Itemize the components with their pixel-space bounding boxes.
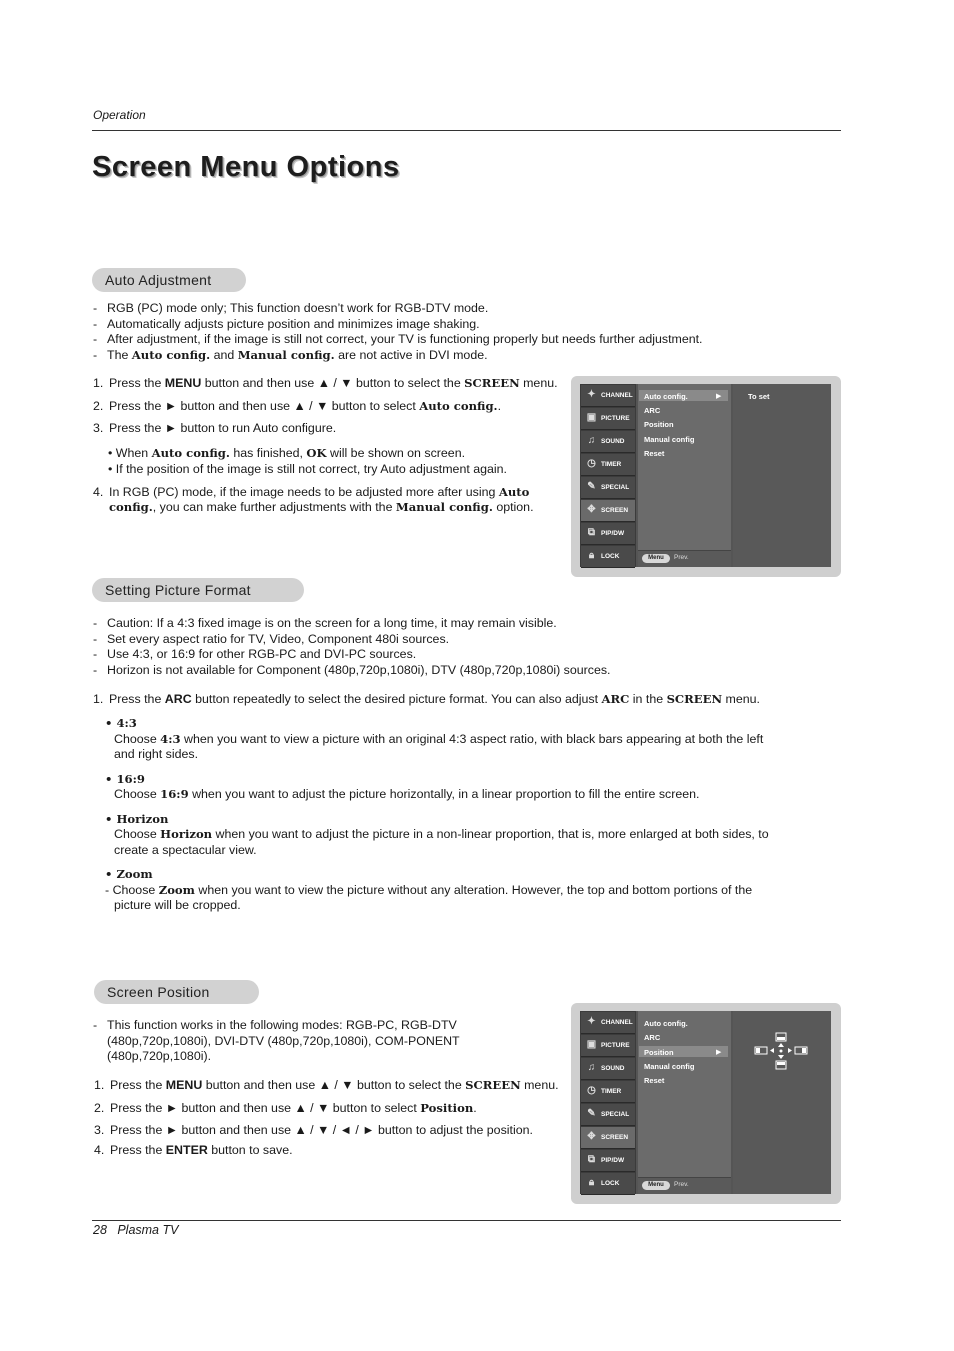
wrench-icon: ✎ <box>587 1108 596 1119</box>
osd-menu-position <box>571 1003 841 1204</box>
position-arrows-icon <box>733 1031 831 1091</box>
format-bullets <box>93 616 793 678</box>
osd-screen <box>580 384 831 567</box>
osd-sidebar-pip: ⧉ PIP/DW <box>581 1150 635 1172</box>
step-1: 1. Press the ARC button repeatedly to select the desired picture format. You can also adjust ARC in the SCREEN menu. <box>93 692 760 706</box>
footer-rule <box>92 1220 841 1221</box>
osd-item-auto-config: Auto config. <box>644 1019 688 1028</box>
right-arrow-icon: ▶ <box>716 1049 722 1056</box>
osd-sidebar <box>580 1011 636 1194</box>
osd-sidebar-screen: ✥ SCREEN <box>581 500 635 522</box>
step-2: 2. Press the ► button and then use ▲ / ▼ button to select Auto config.. <box>93 398 502 413</box>
speaker-icon: ♫ <box>587 1062 596 1073</box>
list-item: - RGB (PC) mode only; This function doesn’t work for RGB-DTV mode. <box>93 301 489 315</box>
osd-menu-auto-config <box>571 376 841 577</box>
osd-right-panel <box>733 1011 831 1194</box>
osd-sidebar-picture: ▣ PICTURE <box>581 1035 635 1057</box>
position-bullet <box>93 1018 548 1065</box>
osd-sidebar-special: ✎ SPECIAL <box>581 477 635 499</box>
osd-sidebar-screen: ✥ SCREEN <box>581 1127 635 1149</box>
right-arrow-icon: ▶ <box>716 393 722 400</box>
osd-sidebar-pip: ⧉ PIP/DW <box>581 523 635 545</box>
osd-item-manual-config: Manual config <box>644 435 695 444</box>
step-3: 3. Press the ► button to run Auto configure. <box>93 421 337 435</box>
page-footer <box>93 1223 178 1237</box>
osd-submenu <box>638 384 731 567</box>
osd-item-auto-config: Auto config. <box>644 392 688 401</box>
speaker-icon: ♫ <box>587 435 596 446</box>
wrench-icon: ✎ <box>587 481 596 492</box>
osd-item-reset: Reset <box>644 1076 665 1085</box>
lock-icon: 🔒︎ <box>588 550 595 561</box>
osd-sidebar-lock: 🔒︎ LOCK <box>581 1173 635 1195</box>
picture-icon: ▣ <box>586 1039 597 1050</box>
option-zoom: • Zoom - Choose Zoom when you want to view the picture without any alteration. However, the top and bottom portions of the picture will be cropped. <box>105 867 753 912</box>
osd-right-panel <box>733 384 831 567</box>
list-item: - This function works in the following modes: RGB-PC, RGB-DTV (480p,720p,1080i), DVI-DTV (480p,720p,1080i), COM-PONENT (480p,720p,1080i). <box>93 1018 460 1063</box>
step-4: 4. Press the ENTER button to save. <box>94 1142 293 1157</box>
osd-sidebar-channel: ✦ CHANNEL <box>581 1012 635 1034</box>
option-16-9: • 16:9 Choose 16:9 when you want to adjust the picture horizontally, in a linear proportion to fill the entire screen. <box>105 771 700 801</box>
lock-icon: 🔒︎ <box>588 1177 595 1188</box>
osd-to-set: To set <box>748 392 770 401</box>
option-4-3: • 4:3 Choose 4:3 when you want to view a picture with an original 4:3 aspect ratio, with black bars appearing at both the left and right sides. <box>105 716 764 761</box>
satellite-icon: ✦ <box>587 389 596 400</box>
osd-item-manual-config: Manual config <box>644 1062 695 1071</box>
osd-menu-button: Menu <box>642 1181 670 1190</box>
osd-sidebar-special: ✎ SPECIAL <box>581 1104 635 1126</box>
osd-item-arc: ARC <box>644 406 661 415</box>
osd-sidebar-channel: ✦ CHANNEL <box>581 385 635 407</box>
osd-prev-label: Prev. <box>674 554 689 561</box>
step-1: 1. Press the MENU button and then use ▲ / ▼ button to select the SCREEN menu. <box>94 1078 559 1092</box>
move-icon: ✥ <box>587 1131 596 1142</box>
header-rule <box>92 130 841 131</box>
list-item: - Automatically adjusts picture position and minimizes image shaking. <box>93 316 480 331</box>
list-item: - The Auto config. and Manual config. are not active in DVI mode. <box>93 347 488 362</box>
osd-footer <box>638 1177 731 1194</box>
format-step-1 <box>93 692 793 708</box>
osd-submenu <box>638 1011 731 1194</box>
format-options <box>105 716 785 914</box>
osd-sidebar-lock: 🔒︎ LOCK <box>581 546 635 568</box>
section-heading-format: Setting Picture Format <box>92 578 304 602</box>
note-2: • If the position of the image is still not correct, try Auto adjustment again. <box>108 462 507 476</box>
osd-sidebar <box>580 384 636 567</box>
auto-steps <box>93 376 563 516</box>
section-header: Operation <box>93 108 146 122</box>
section-heading-auto: Auto Adjustment <box>92 268 246 292</box>
osd-sidebar-timer: ◷ TIMER <box>581 454 635 476</box>
osd-sidebar-timer: ◷ TIMER <box>581 1081 635 1103</box>
option-horizon: • Horizon Choose Horizon when you want to adjust the picture in a non-linear proportion, that is, more enlarged at both sides, to create a spectacular view. <box>105 811 769 857</box>
pip-icon: ⧉ <box>587 527 596 538</box>
step-3: 3. Press the ► button and then use ▲ / ▼ / ◄ / ► button to adjust the position. <box>94 1123 533 1137</box>
step-4: 4. In RGB (PC) mode, if the image needs to be adjusted more after using Auto config., you can make further adjustments with the Manual config. option. <box>93 484 534 514</box>
osd-item-position: Position <box>644 420 674 429</box>
list-item: - Horizon is not available for Component (480p,720p,1080i), DTV (480p,720p,1080i) sources. <box>93 662 611 677</box>
osd-item-reset: Reset <box>644 449 665 458</box>
section-heading-position: Screen Position <box>94 980 259 1004</box>
picture-icon: ▣ <box>586 412 597 423</box>
osd-sidebar-sound: ♫ SOUND <box>581 1058 635 1080</box>
satellite-icon: ✦ <box>587 1016 596 1027</box>
osd-footer <box>638 550 731 567</box>
note-1: • When Auto config. has finished, OK will be shown on screen. <box>108 445 466 460</box>
auto-bullets <box>93 301 773 363</box>
osd-prev-label: Prev. <box>674 1181 689 1188</box>
clock-icon: ◷ <box>587 458 596 469</box>
move-icon: ✥ <box>587 504 596 515</box>
osd-menu-button: Menu <box>642 554 670 563</box>
page-number: 28 <box>93 1223 107 1237</box>
position-steps <box>94 1078 569 1158</box>
product-name: Plasma TV <box>117 1223 179 1237</box>
osd-sidebar-picture: ▣ PICTURE <box>581 408 635 430</box>
page-title: Screen Menu Options <box>92 151 400 183</box>
osd-item-arc: ARC <box>644 1033 661 1042</box>
osd-item-position: Position <box>644 1048 674 1057</box>
pip-icon: ⧉ <box>587 1154 596 1165</box>
list-item: - Set every aspect ratio for TV, Video, Component 480i sources. <box>93 631 450 646</box>
step-2: 2. Press the ► button and then use ▲ / ▼ button to select Position. <box>94 1100 477 1115</box>
clock-icon: ◷ <box>587 1085 596 1096</box>
list-item: - After adjustment, if the image is still not correct, your TV is functioning properly but needs further adjustment. <box>93 332 703 346</box>
osd-screen <box>580 1011 831 1194</box>
list-item: - Use 4:3, or 16:9 for other RGB-PC and DVI-PC sources. <box>93 647 417 661</box>
step-1: 1. Press the MENU button and then use ▲ / ▼ button to select the SCREEN menu. <box>93 376 558 390</box>
osd-sidebar-sound: ♫ SOUND <box>581 431 635 453</box>
list-item: - Caution: If a 4:3 fixed image is on the screen for a long time, it may remain visible. <box>93 616 557 630</box>
